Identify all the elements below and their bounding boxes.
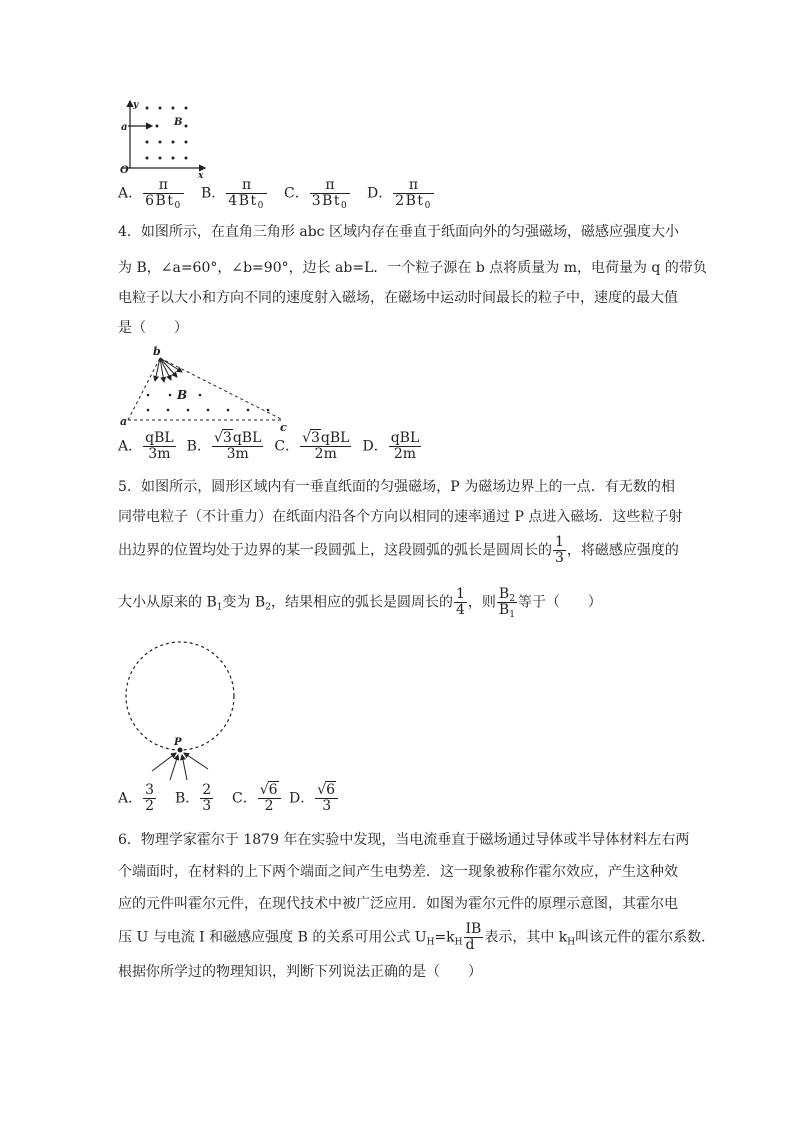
- fraction-numerator: 1: [455, 586, 465, 602]
- field-dot: [146, 107, 149, 110]
- radical-sign: √: [259, 782, 269, 798]
- q4-option-d: [362, 431, 422, 462]
- q3-option-c: [284, 178, 367, 209]
- particle-arrow: [170, 755, 178, 780]
- vertex-c-label: c: [280, 421, 287, 434]
- velocity-arrows: [155, 358, 182, 382]
- radicand: 6: [326, 782, 336, 798]
- q5-text-line: [118, 587, 675, 618]
- q6-text-line: 6．物理学家霍尔于 1879 年在实验中发现，当电流垂直于磁场通过导体或半导体材料左右两: [118, 832, 690, 848]
- field-dots: [147, 394, 270, 412]
- option-label: B．: [186, 438, 211, 455]
- option-fraction: [200, 783, 213, 814]
- subscript: 2: [265, 602, 271, 613]
- option-label: D．: [362, 438, 388, 455]
- fraction-denominator: 2m: [393, 446, 417, 462]
- q4-option-a: [118, 431, 177, 462]
- field-dot: [247, 409, 250, 412]
- q3-option-d: [367, 178, 450, 209]
- option-label: C．: [232, 790, 257, 807]
- q6-text-line: 个端面时，在材料的上下两个端面之间产生电势差．这一现象被称作霍尔效应，产生这种效: [118, 864, 678, 880]
- entry-point-label: P: [174, 737, 182, 748]
- subscript: H: [426, 937, 435, 948]
- fraction-denominator: 3: [322, 798, 332, 814]
- fraction-denominator: 3m: [226, 446, 249, 462]
- denominator-text: B: [498, 602, 510, 618]
- fraction-numerator: [212, 431, 263, 447]
- q3-options: [118, 178, 675, 209]
- denominator-subscript: 0: [174, 201, 182, 211]
- radical-sign: √: [213, 430, 223, 446]
- fraction-numerator: IB: [465, 921, 482, 937]
- q5-option-a: [118, 783, 175, 814]
- fraction-denominator: 2: [145, 798, 155, 814]
- q6-text-line: [118, 921, 716, 953]
- option-fraction: [310, 178, 351, 209]
- field-label: B: [174, 117, 183, 128]
- option-fraction: [143, 783, 156, 814]
- radicand: 3: [222, 430, 232, 446]
- particle-arrows: [152, 753, 208, 780]
- denominator-text: 6Bt: [145, 193, 175, 209]
- particle-arrow: [184, 753, 208, 769]
- particle-arrow: [182, 755, 187, 780]
- line-text: 出边界的位置均处于边界的某一段圆弧上，这段圆弧的弧长是圆周长的: [118, 542, 552, 559]
- field-dot: [172, 107, 175, 110]
- denominator-text: 4Bt: [228, 193, 258, 209]
- q4-triangle-figure: [115, 345, 295, 435]
- fraction-numerator: [258, 783, 281, 799]
- option-fraction: [300, 431, 351, 462]
- subscript: 2: [509, 594, 515, 604]
- q5-option-d: [289, 783, 346, 814]
- radicand: 3: [311, 430, 320, 446]
- q4-text-line: 是（ ）: [118, 320, 188, 336]
- side-ab: [128, 358, 160, 420]
- fraction-numerator: [497, 587, 517, 603]
- field-dot: [227, 409, 230, 412]
- field-dot: [159, 141, 162, 144]
- option-fraction: [258, 783, 281, 814]
- subscript: 1: [216, 602, 223, 613]
- field-dot: [147, 409, 150, 412]
- field-dots: [146, 107, 188, 160]
- option-fraction: [226, 178, 267, 209]
- fraction-numerator: [315, 783, 338, 799]
- entry-point-label: a: [121, 122, 128, 133]
- field-dot: [185, 125, 188, 128]
- fraction-denominator: 2m: [314, 446, 337, 462]
- option-fraction: [212, 431, 263, 462]
- radical-sign: √: [317, 782, 327, 798]
- vertex-a-label: a: [120, 415, 128, 428]
- field-dot: [185, 157, 188, 160]
- fraction-denominator: [310, 194, 351, 209]
- radicand: 6: [268, 782, 278, 798]
- fraction-numerator: qBL: [390, 430, 420, 446]
- q3-option-a: [118, 178, 201, 209]
- field-label: B: [177, 388, 188, 402]
- fraction-numerator: π: [393, 178, 434, 194]
- field-dot: [172, 141, 175, 144]
- fraction-denominator: d: [465, 937, 475, 953]
- q4-option-b: [187, 431, 265, 462]
- fraction-numerator: π: [226, 178, 267, 194]
- field-dot: [187, 409, 190, 412]
- option-label: C．: [274, 438, 300, 455]
- line-text: 叫该元件的霍尔系数．: [575, 929, 716, 946]
- q5-options: [118, 783, 675, 814]
- field-dot: [146, 141, 149, 144]
- fraction-numerator: qBL: [145, 430, 174, 446]
- option-label: A．: [118, 185, 143, 202]
- q4-option-c: [274, 431, 352, 462]
- field-dot: [159, 157, 162, 160]
- q4-text-line: 为 B，∠a=60°，∠b=90°，边长 ab=L．一个粒子源在 b 点将质量为 m，电荷量为 q 的带负: [118, 260, 707, 276]
- line-text: ，将磁感应强度的: [566, 542, 679, 559]
- field-dot: [167, 409, 170, 412]
- field-dot: [185, 141, 188, 144]
- field-ratio-fraction: [497, 587, 517, 618]
- arc-fraction: [553, 535, 566, 566]
- fraction-denominator: 3m: [148, 446, 171, 462]
- velocity-arrow: [155, 358, 160, 381]
- denominator-subscript: 0: [257, 201, 265, 211]
- subscript: H: [567, 937, 576, 948]
- hall-formula-fraction: [464, 922, 484, 953]
- option-label: B．: [201, 185, 226, 202]
- q3-option-b: [201, 178, 284, 209]
- field-dot: [207, 409, 210, 412]
- line-text: 等于（ ）: [517, 594, 602, 611]
- x-axis-label: x: [198, 171, 204, 181]
- q4-options: [118, 431, 675, 462]
- option-label: D．: [367, 185, 393, 202]
- origin-label: O: [120, 165, 129, 176]
- denominator-subscript: 0: [424, 201, 432, 211]
- fraction-numerator: 2: [202, 782, 212, 798]
- option-label: A．: [118, 438, 143, 455]
- q5-circle-figure: [115, 635, 245, 785]
- fraction-denominator: [497, 603, 517, 618]
- radical-sign: √: [302, 430, 311, 446]
- field-dot: [185, 107, 188, 110]
- line-text: 变为 B: [222, 594, 266, 611]
- q4-text-line: 4．如图所示，在直角三角形 abc 区域内存在垂直于纸面向外的匀强磁场，磁感应强度大小: [118, 224, 679, 240]
- line-text: 表示，其中 k: [484, 929, 568, 946]
- field-dot: [146, 157, 149, 160]
- field-dot: [199, 394, 202, 397]
- denominator-text: 2Bt: [395, 193, 425, 209]
- option-fraction: [315, 783, 338, 814]
- line-text: ，结果相应的弧长是圆周长的: [270, 594, 453, 611]
- field-dot: [169, 394, 172, 397]
- field-dot: [156, 125, 159, 128]
- line-text: 大小从原来的 B: [118, 594, 217, 611]
- fraction-numerator: 3: [145, 782, 155, 798]
- option-fraction: [393, 178, 434, 209]
- q4-text-line: 电粒子以大小和方向不同的速度射入磁场，在磁场中运动时间最长的粒子中，速度的最大值: [118, 290, 678, 306]
- fraction-numerator: π: [143, 178, 184, 194]
- option-fraction: [389, 431, 422, 462]
- option-label: B．: [175, 790, 200, 807]
- numerator-text: qBL: [320, 430, 350, 446]
- q5-option-b: [175, 783, 232, 814]
- numerator-text: B: [498, 586, 510, 602]
- fraction-denominator: 2: [264, 798, 274, 814]
- option-fraction: [143, 178, 184, 209]
- particle-arrow: [152, 753, 176, 771]
- fraction-numerator: [300, 431, 351, 447]
- line-text: 压 U 与电流 I 和磁感应强度 B 的关系可用公式 U: [118, 929, 427, 946]
- field-dot: [159, 107, 162, 110]
- q3-field-figure: [115, 98, 210, 182]
- option-label: C．: [284, 185, 309, 202]
- line-text: =k: [434, 929, 455, 946]
- q6-text-line: 根据你所学过的物理知识，判断下列说法正确的是（ ）: [118, 964, 482, 980]
- numerator-text: qBL: [232, 430, 262, 446]
- field-dot: [172, 157, 175, 160]
- q5-text-line: [118, 534, 679, 566]
- q5-option-c: [232, 783, 289, 814]
- vertex-b-label: b: [153, 345, 161, 358]
- subscript: 1: [509, 610, 515, 620]
- option-label: A．: [118, 790, 143, 807]
- fraction-denominator: [143, 194, 184, 209]
- fraction-denominator: 3: [202, 798, 212, 814]
- fraction-denominator: 4: [455, 602, 465, 618]
- fraction-denominator: 3: [555, 550, 564, 566]
- q5-text-line: 5．如图所示，圆形区域内有一垂直纸面的匀强磁场，P 为磁场边界上的一点．有无数的相: [118, 479, 675, 495]
- q5-text-line: 同带电粒子（不计重力）在纸面内沿各个方向以相同的速率通过 P 点进入磁场．这些粒子射: [118, 509, 683, 525]
- entry-point-dot: [178, 748, 183, 753]
- fraction-denominator: [226, 194, 267, 209]
- option-fraction: [143, 431, 176, 462]
- arc-fraction: [454, 587, 467, 618]
- field-boundary-circle: [126, 642, 234, 750]
- fraction-numerator: π: [310, 178, 351, 194]
- fraction-numerator: 1: [555, 534, 564, 550]
- denominator-subscript: 0: [341, 201, 349, 211]
- fraction-denominator: [393, 194, 434, 209]
- subscript: H: [454, 937, 463, 948]
- q6-text-line: 应的元件叫霍尔元件，在现代技术中被广泛应用．如图为霍尔元件的原理示意图，其霍尔电: [118, 896, 678, 912]
- y-axis-label: y: [133, 100, 139, 110]
- denominator-text: 3Bt: [311, 193, 342, 209]
- line-text: ，则: [467, 594, 496, 611]
- field-dot: [147, 394, 150, 397]
- option-label: D．: [289, 790, 315, 807]
- field-dot: [267, 409, 270, 412]
